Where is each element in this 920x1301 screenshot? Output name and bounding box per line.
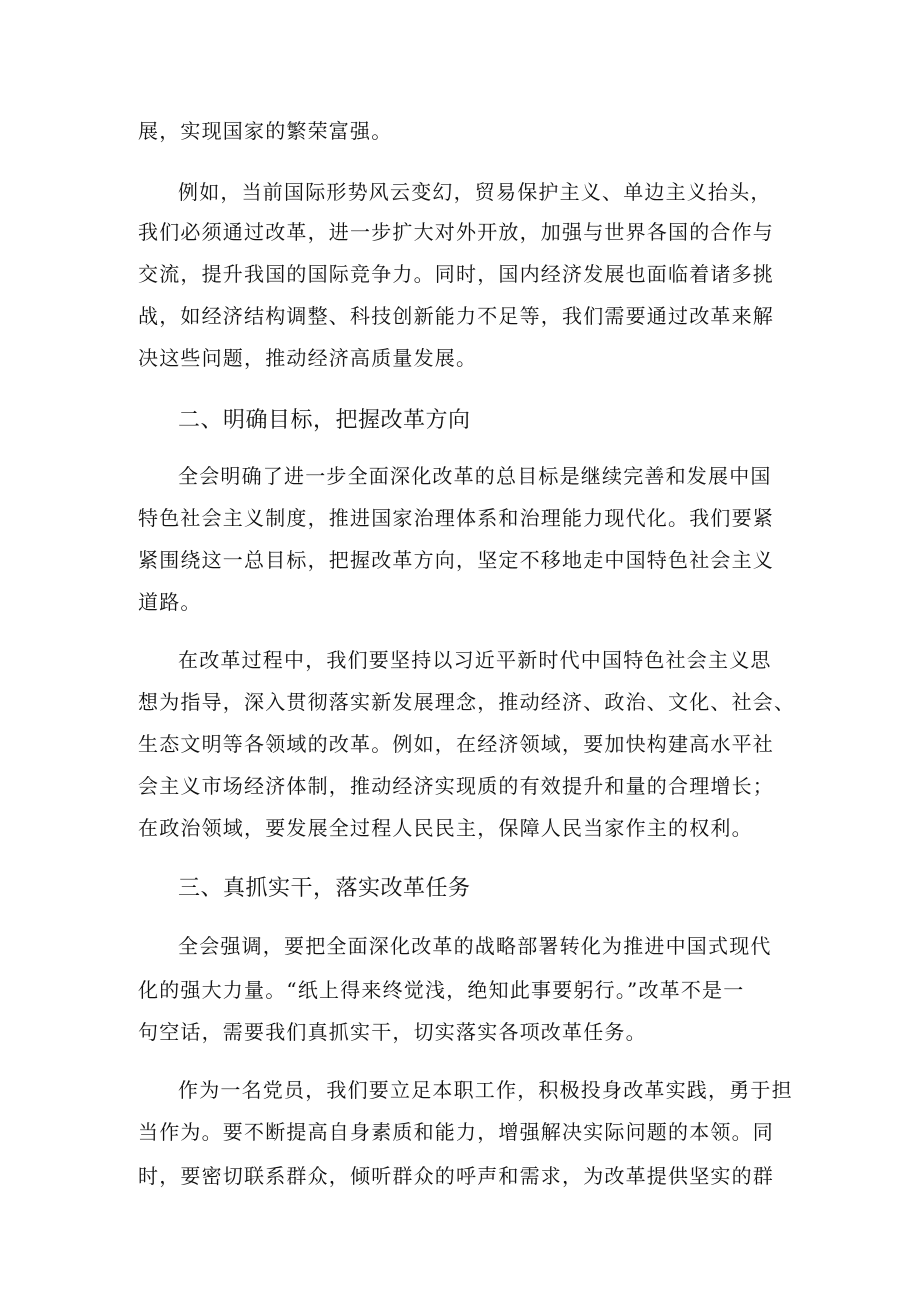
paragraph-line: 战，如经济结构调整、科技创新能力不足等，我们需要通过改革来解	[138, 304, 774, 328]
paragraph-line: 特色社会主义制度，推进国家治理体系和治理能力现代化。我们要紧	[138, 506, 774, 530]
paragraph-line: 句空话，需要我们真抓实干，切实落实各项改革任务。	[138, 1020, 647, 1044]
paragraph-line: 化的强大力量。“纸上得来终觉浅，绝知此事要躬行。”改革不是一	[138, 978, 745, 1002]
paragraph-line: 道路。	[138, 590, 202, 614]
paragraph-line: 决这些问题，推动经济高质量发展。	[138, 346, 478, 370]
paragraph-line: 交流，提升我国的国际竞争力。同时，国内经济发展也面临着诸多挑	[138, 262, 774, 286]
section-heading: 三、真抓实干，落实改革任务	[178, 876, 471, 901]
paragraph-line: 在政治领域，要发展全过程人民民主，保障人民当家作主的权利。	[138, 816, 753, 840]
paragraph-line: 我们必须通过改革，进一步扩大对外开放，加强与世界各国的合作与	[138, 220, 774, 244]
paragraph-line: 在改革过程中，我们要坚持以习近平新时代中国特色社会主义思	[178, 648, 772, 672]
paragraph-line: 时，要密切联系群众，倾听群众的呼声和需求，为改革提供坚实的群	[138, 1164, 774, 1188]
paragraph-line: 想为指导，深入贯彻落实新发展理念，推动经济、政治、文化、社会、	[138, 690, 796, 714]
paragraph-line: 全会明确了进一步全面深化改革的总目标是继续完善和发展中国	[178, 464, 772, 488]
paragraph-line: 例如，当前国际形势风云变幻，贸易保护主义、单边主义抬头，	[178, 180, 772, 204]
paragraph-line: 生态文明等各领域的改革。例如，在经济领域，要加快构建高水平社	[138, 732, 774, 756]
paragraph-line: 展，实现国家的繁荣富强。	[138, 119, 393, 143]
paragraph-line: 紧围绕这一总目标，把握改革方向，坚定不移地走中国特色社会主义	[138, 548, 774, 572]
section-heading: 二、明确目标，把握改革方向	[178, 408, 471, 433]
paragraph-line: 当作为。要不断提高自身素质和能力，增强解决实际问题的本领。同	[138, 1120, 774, 1144]
paragraph-line: 会主义市场经济体制，推动经济实现质的有效提升和量的合理增长；	[138, 774, 774, 798]
paragraph-line: 作为一名党员，我们要立足本职工作，积极投身改革实践，勇于担	[178, 1078, 793, 1102]
paragraph-line: 全会强调，要把全面深化改革的战略部署转化为推进中国式现代	[178, 934, 772, 958]
